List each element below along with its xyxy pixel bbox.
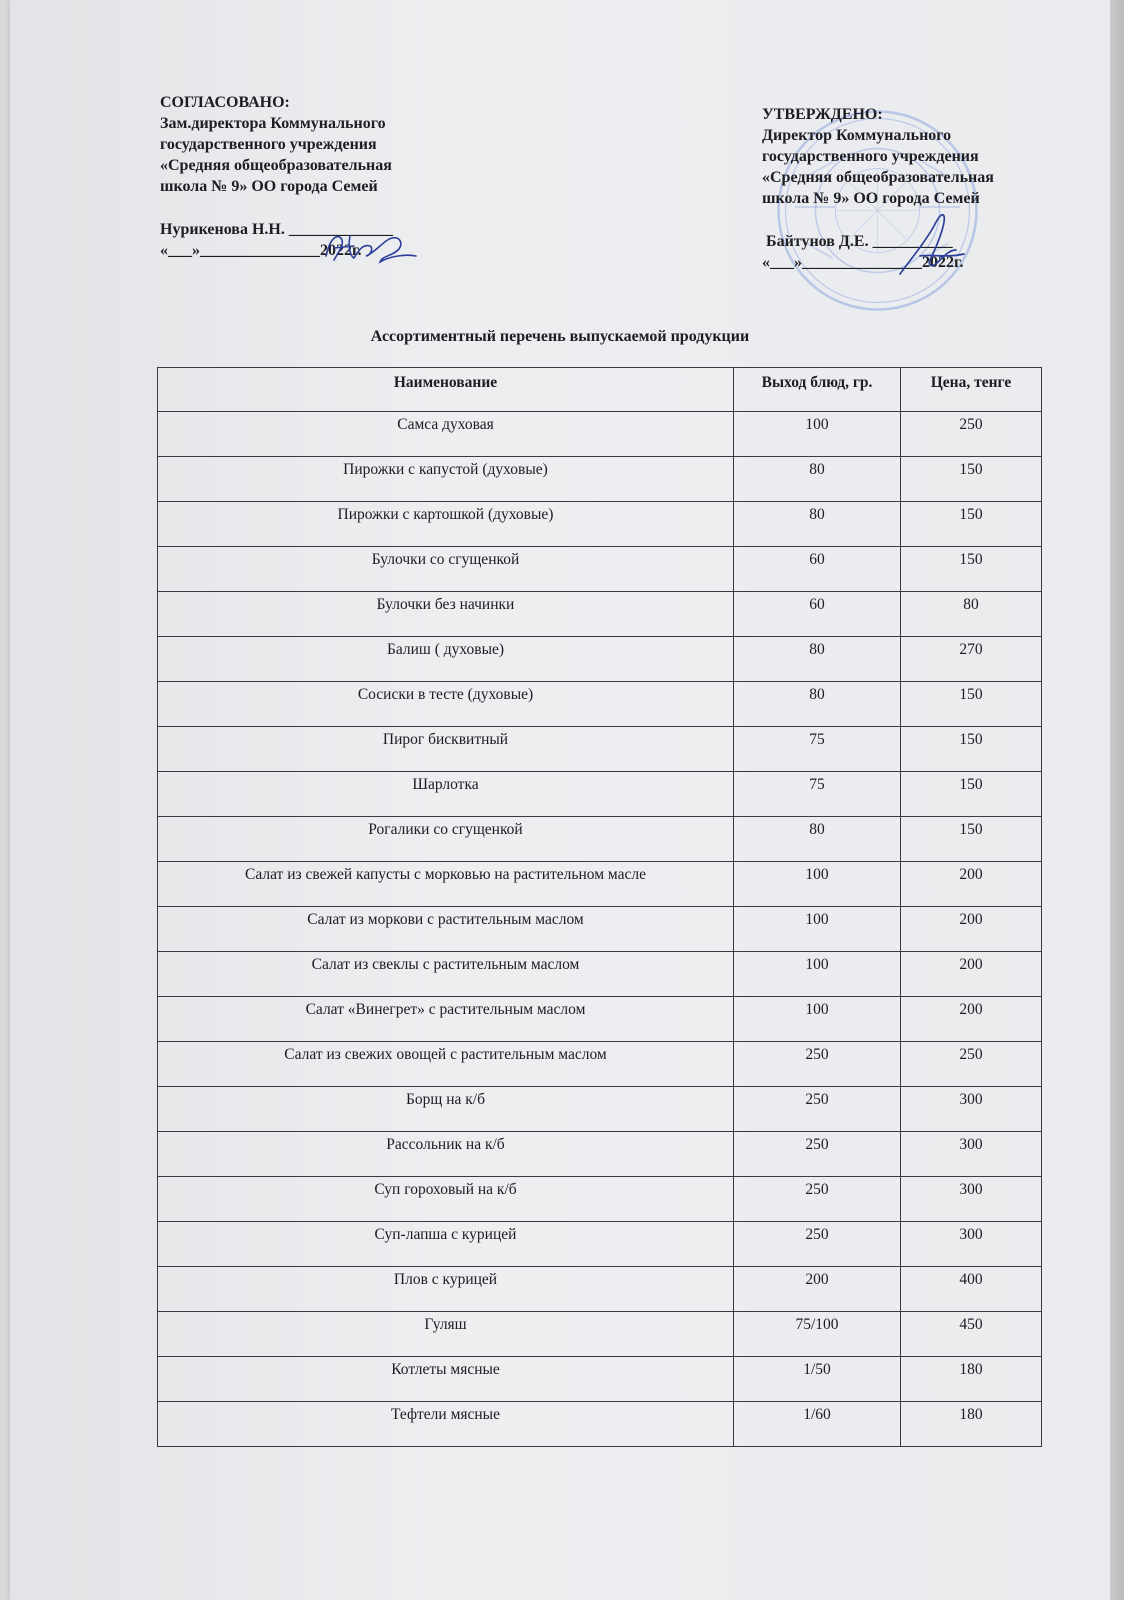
agreed-line-3: «Средняя общеобразовательная xyxy=(160,157,392,174)
product-price: 180 xyxy=(901,1357,1042,1402)
product-name: Суп-лапша с курицей xyxy=(158,1222,734,1267)
product-name: Пирожки с картошкой (духовые) xyxy=(158,502,734,547)
product-price: 300 xyxy=(901,1222,1042,1267)
product-price: 150 xyxy=(901,682,1042,727)
product-weight: 250 xyxy=(734,1087,901,1132)
table-row xyxy=(158,682,1042,727)
agreed-line-1: Зам.директора Коммунального xyxy=(160,115,386,132)
product-name: Рогалики со сгущенкой xyxy=(158,817,734,862)
product-weight: 1/60 xyxy=(734,1402,901,1447)
table-row xyxy=(158,952,1042,997)
product-weight: 100 xyxy=(734,412,901,457)
table-row xyxy=(158,547,1042,592)
table-body xyxy=(158,412,1042,1447)
table-row xyxy=(158,1267,1042,1312)
product-price: 300 xyxy=(901,1177,1042,1222)
product-price: 150 xyxy=(901,547,1042,592)
table-row xyxy=(158,1312,1042,1357)
table-row xyxy=(158,637,1042,682)
product-weight: 100 xyxy=(734,952,901,997)
approved-signer: Байтунов Д.Е. __________ xyxy=(766,233,953,250)
product-table xyxy=(157,367,1042,1447)
table-row xyxy=(158,1357,1042,1402)
agreed-signer-name: Нурикенова Н.Н. xyxy=(160,221,285,238)
product-name: Салат из свеклы с растительным маслом xyxy=(158,952,734,997)
product-weight: 80 xyxy=(734,457,901,502)
approved-line-4: школа № 9» ОО города Семей xyxy=(762,190,980,207)
product-weight: 1/50 xyxy=(734,1357,901,1402)
product-weight: 200 xyxy=(734,1267,901,1312)
product-name: Плов с курицей xyxy=(158,1267,734,1312)
product-price: 150 xyxy=(901,817,1042,862)
product-name: Гуляш xyxy=(158,1312,734,1357)
product-price: 180 xyxy=(901,1402,1042,1447)
product-name: Балиш ( духовые) xyxy=(158,637,734,682)
product-name: Булочки без начинки xyxy=(158,592,734,637)
table-row xyxy=(158,862,1042,907)
product-price: 200 xyxy=(901,907,1042,952)
table-row xyxy=(158,997,1042,1042)
product-name: Самса духовая xyxy=(158,412,734,457)
product-price: 80 xyxy=(901,592,1042,637)
agreed-signer: Нурикенова Н.Н. _____________ xyxy=(160,221,393,238)
product-name: Котлеты мясные xyxy=(158,1357,734,1402)
product-price: 150 xyxy=(901,502,1042,547)
product-price: 250 xyxy=(901,1042,1042,1087)
product-name: Пирожки с капустой (духовые) xyxy=(158,457,734,502)
column-header-weight: Выход блюд, гр. xyxy=(734,368,901,412)
agreed-block xyxy=(160,92,393,261)
table-row xyxy=(158,907,1042,952)
product-price: 200 xyxy=(901,952,1042,997)
product-price: 200 xyxy=(901,862,1042,907)
product-name: Рассольник на к/б xyxy=(158,1132,734,1177)
product-name: Булочки со сгущенкой xyxy=(158,547,734,592)
product-name: Салат из свежей капусты с морковью на растительном масле xyxy=(158,862,734,907)
approved-line-2: государственного учреждения xyxy=(762,148,979,165)
agreed-date: «___»_______________2022г. xyxy=(160,242,362,259)
product-weight: 75 xyxy=(734,727,901,772)
product-weight: 100 xyxy=(734,907,901,952)
product-weight: 80 xyxy=(734,502,901,547)
approved-signer-name: Байтунов Д.Е. xyxy=(766,233,869,250)
product-price: 450 xyxy=(901,1312,1042,1357)
product-weight: 80 xyxy=(734,817,901,862)
product-price: 270 xyxy=(901,637,1042,682)
product-name: Салат «Винегрет» с растительным маслом xyxy=(158,997,734,1042)
background-edge xyxy=(1110,0,1124,1600)
table-row xyxy=(158,1042,1042,1087)
product-weight: 75/100 xyxy=(734,1312,901,1357)
product-name: Суп гороховый на к/б xyxy=(158,1177,734,1222)
product-name: Салат из моркови с растительным маслом xyxy=(158,907,734,952)
product-name: Тефтели мясные xyxy=(158,1402,734,1447)
approved-line-3: «Средняя общеобразовательная xyxy=(762,169,994,186)
document-page xyxy=(10,0,1110,1600)
product-weight: 80 xyxy=(734,682,901,727)
document-title: Ассортиментный перечень выпускаемой продукции xyxy=(370,328,750,345)
product-weight: 100 xyxy=(734,997,901,1042)
table-row xyxy=(158,727,1042,772)
table-row xyxy=(158,592,1042,637)
product-name: Шарлотка xyxy=(158,772,734,817)
column-header-price: Цена, тенге xyxy=(901,368,1042,412)
product-name: Сосиски в тесте (духовые) xyxy=(158,682,734,727)
agreed-line-2: государственного учреждения xyxy=(160,136,377,153)
table-row xyxy=(158,1177,1042,1222)
product-weight: 100 xyxy=(734,862,901,907)
product-price: 200 xyxy=(901,997,1042,1042)
table-row xyxy=(158,1132,1042,1177)
product-price: 250 xyxy=(901,412,1042,457)
product-price: 150 xyxy=(901,772,1042,817)
product-price: 300 xyxy=(901,1087,1042,1132)
product-weight: 60 xyxy=(734,592,901,637)
table-row xyxy=(158,1222,1042,1267)
agreed-line-4: школа № 9» ОО города Семей xyxy=(160,178,378,195)
product-weight: 250 xyxy=(734,1177,901,1222)
table-row xyxy=(158,502,1042,547)
product-price: 400 xyxy=(901,1267,1042,1312)
approved-header: УТВЕРЖДЕНО: xyxy=(762,106,883,123)
product-weight: 75 xyxy=(734,772,901,817)
approved-block xyxy=(762,104,994,273)
product-weight: 250 xyxy=(734,1042,901,1087)
approved-date: «___»_______________2022г. xyxy=(762,254,964,271)
product-name: Салат из свежих овощей с растительным маслом xyxy=(158,1042,734,1087)
table-row xyxy=(158,457,1042,502)
table-header-row xyxy=(158,368,1042,412)
table-row xyxy=(158,1402,1042,1447)
table-row xyxy=(158,412,1042,457)
product-name: Пирог бисквитный xyxy=(158,727,734,772)
product-price: 300 xyxy=(901,1132,1042,1177)
column-header-name: Наименование xyxy=(158,368,734,412)
product-price: 150 xyxy=(901,457,1042,502)
table-row xyxy=(158,772,1042,817)
table-row xyxy=(158,817,1042,862)
product-weight: 80 xyxy=(734,637,901,682)
product-weight: 250 xyxy=(734,1222,901,1267)
table-row xyxy=(158,1087,1042,1132)
product-name: Борщ на к/б xyxy=(158,1087,734,1132)
product-weight: 250 xyxy=(734,1132,901,1177)
agreed-header: СОГЛАСОВАНО: xyxy=(160,94,290,111)
product-price: 150 xyxy=(901,727,1042,772)
approved-line-1: Директор Коммунального xyxy=(762,127,952,144)
product-weight: 60 xyxy=(734,547,901,592)
